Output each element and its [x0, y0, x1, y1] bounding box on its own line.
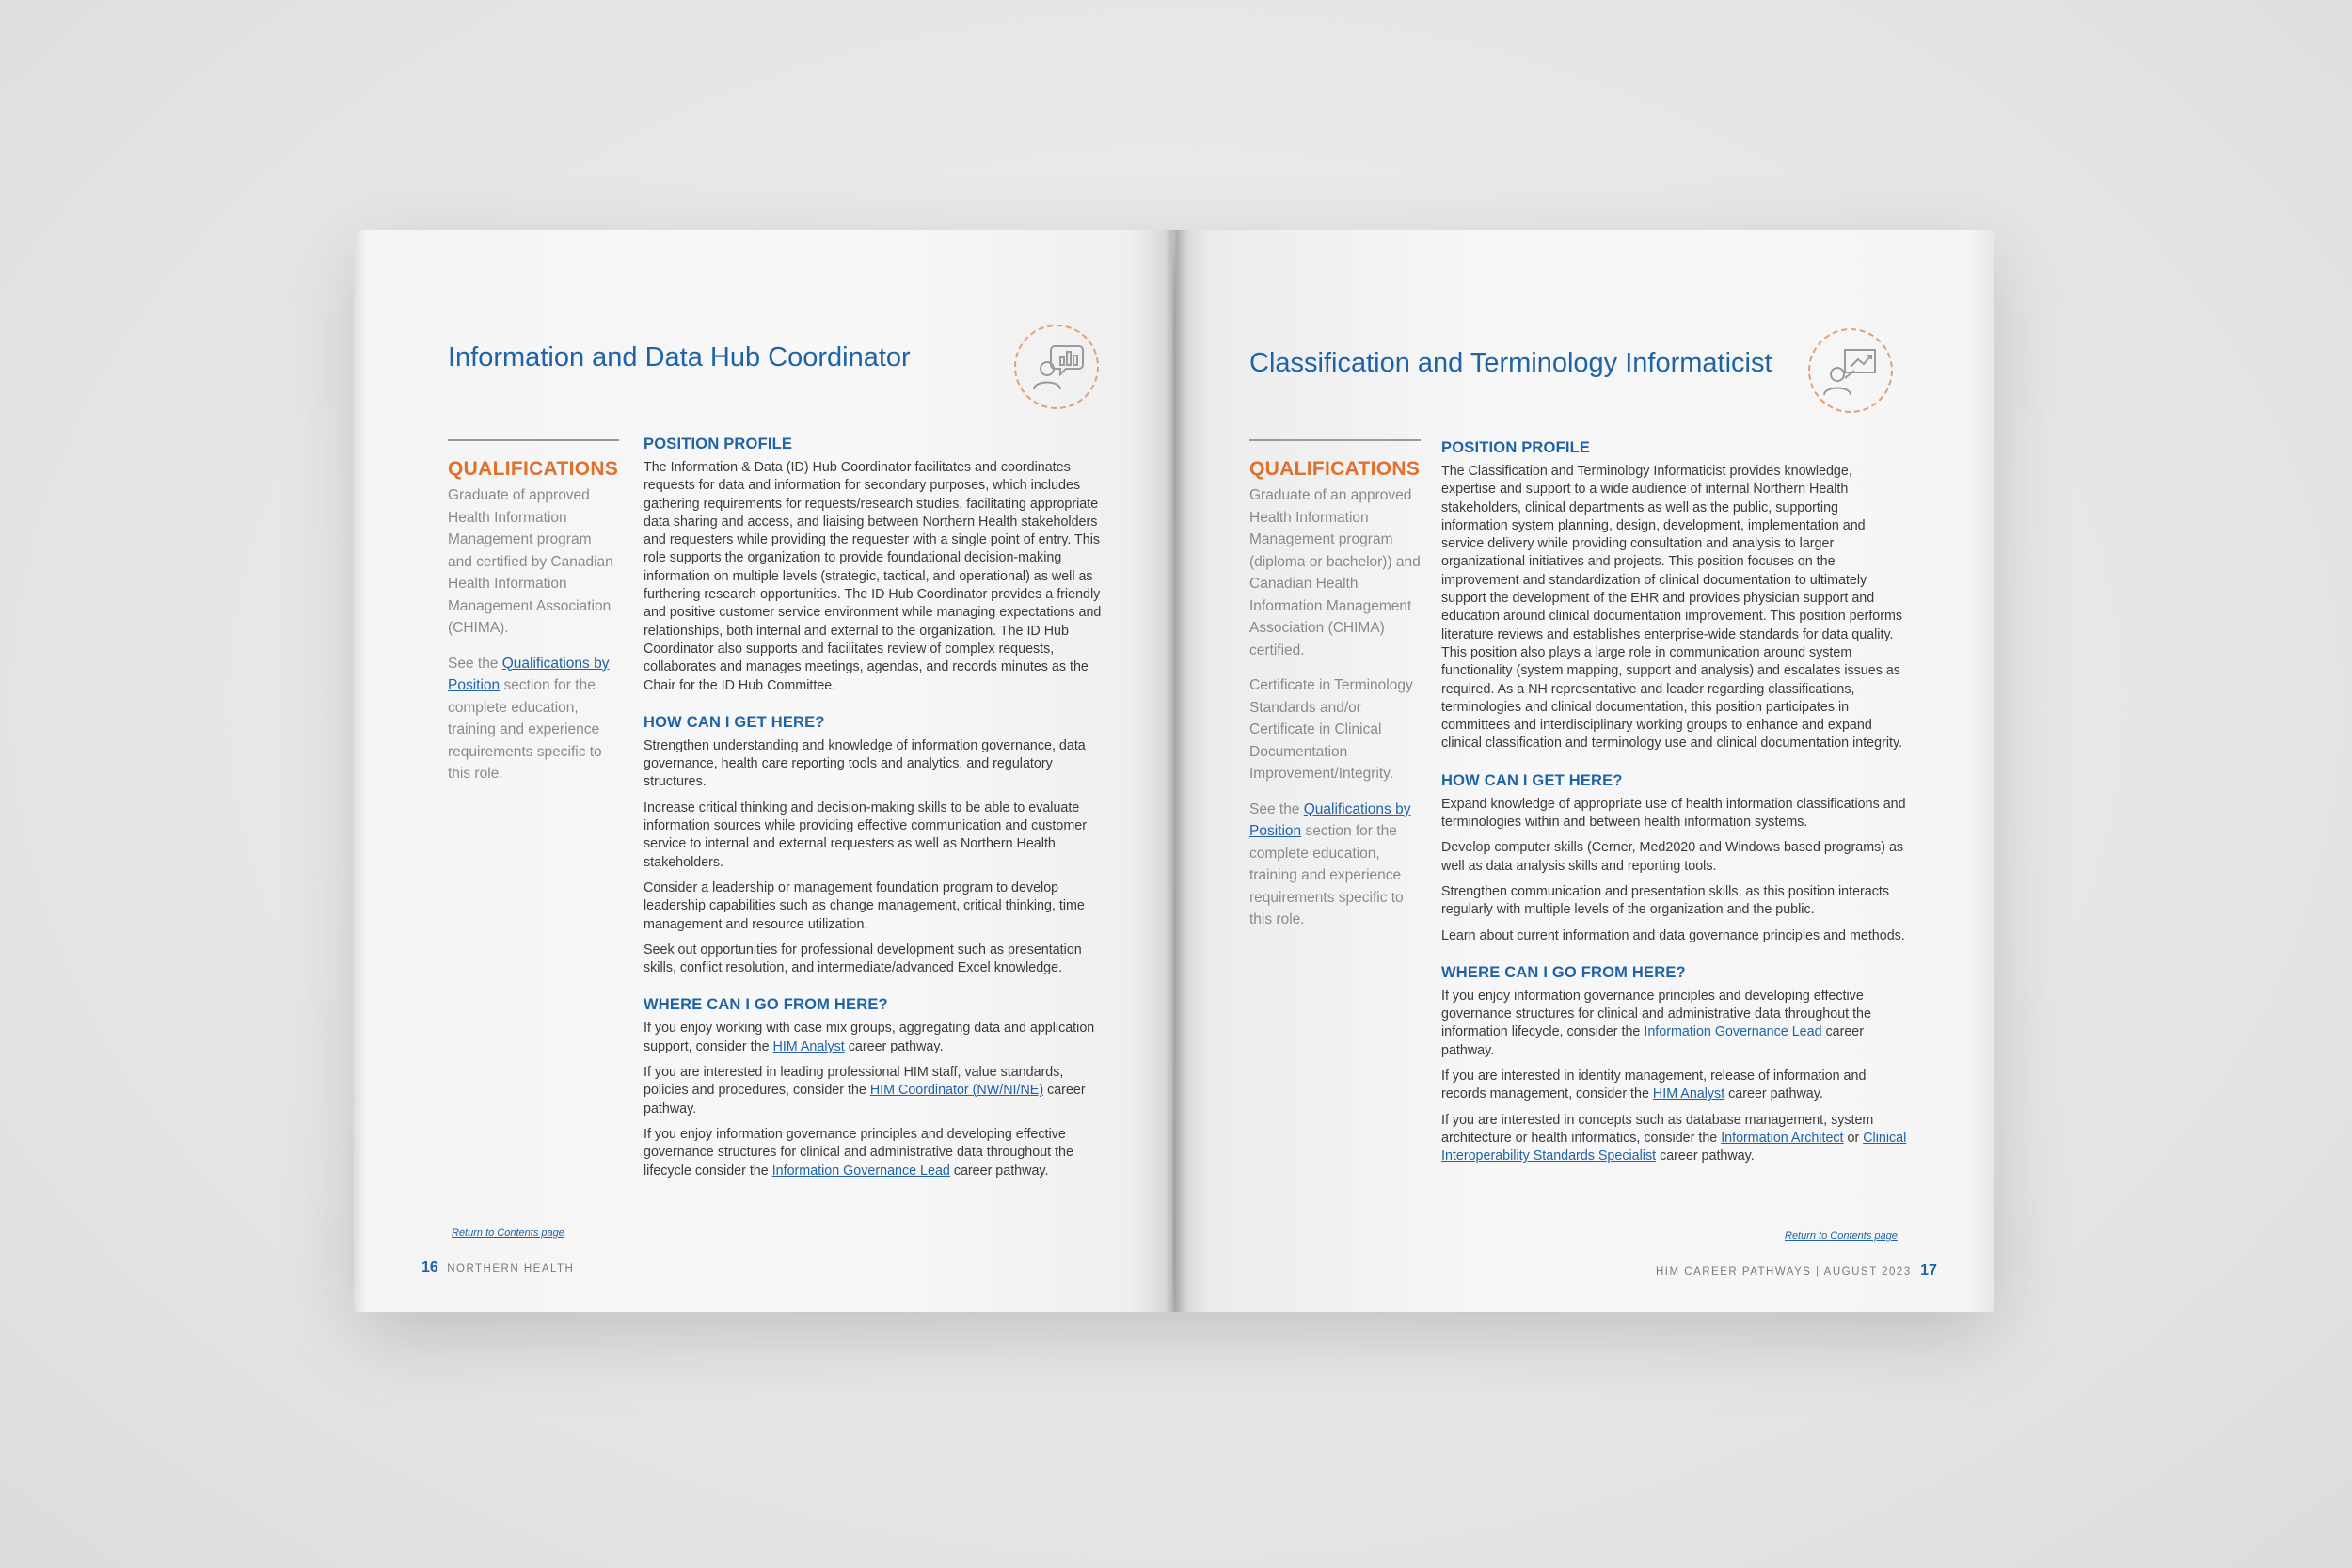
where-go-item [1441, 1068, 1907, 1104]
main-column [1441, 439, 1907, 1174]
information-governance-lead-link[interactable]: Information Governance Lead [1644, 1024, 1822, 1040]
qualifications-by-position-link[interactable]: Qualifications by Position [448, 655, 610, 693]
where-go-item [1441, 1112, 1907, 1166]
qualifications-see-more [448, 653, 619, 785]
how-get-here-item: Increase critical thinking and decision-making skills to be able to evaluate information sources while providing effective communication and customer service to internal and external requesters as well as Northern Health stakeholders. [644, 800, 1087, 870]
qualifications-see-more [1249, 799, 1421, 931]
qualifications-by-position-link[interactable]: Qualifications by Position [1249, 800, 1411, 839]
where-go-text: career pathway. [1441, 1024, 1865, 1058]
see-suffix: section for the complete education, training and experience requirements specific to this role. [1249, 823, 1404, 927]
where-go-item [644, 1064, 1104, 1118]
divider [448, 439, 619, 441]
where-go-text: or [1843, 1130, 1864, 1146]
him-analyst-link[interactable]: HIM Analyst [1652, 1086, 1725, 1102]
how-get-here-item: Strengthen communication and presentation skills, as this position interacts regularly with multiple levels of the organization and the public. [1441, 883, 1890, 918]
page-footer [421, 1259, 574, 1276]
how-get-here-item: Expand knowledge of appropriate use of health information classifications and terminologies within and between health information systems. [1441, 796, 1906, 831]
qualifications-heading: QUALIFICATIONS [1249, 458, 1421, 480]
where-go-text: If you are interested in leading professional HIM staff, value standards, policies and procedures, consider the [644, 1065, 1064, 1099]
qualifications-text: Graduate of approved Health Information Management program and certified by Canadian Health Information Management Association (CHIMA). [448, 487, 613, 636]
see-prefix: See the [448, 655, 502, 672]
person-chart-speech-bubble-icon [1014, 325, 1099, 409]
information-governance-lead-link[interactable]: Information Governance Lead [771, 1163, 950, 1179]
where-go-item [1441, 988, 1907, 1060]
left-page [354, 230, 1172, 1312]
information-architect-link[interactable]: Information Architect [1721, 1130, 1844, 1146]
where-go-text: career pathway. [844, 1038, 944, 1054]
divider [1249, 439, 1421, 441]
him-coordinator-link[interactable]: HIM Coordinator (NW/NI/NE) [869, 1083, 1044, 1099]
where-go-text: If you are interested in concepts such as database management, system architecture or health informatics, consider the [1441, 1112, 1874, 1146]
where-go-text: career pathway. [949, 1163, 1049, 1179]
return-to-contents-link[interactable]: Return to Contents page [1785, 1230, 1898, 1242]
where-go-text: career pathway. [644, 1083, 1086, 1117]
him-analyst-link[interactable]: HIM Analyst [772, 1038, 845, 1054]
page-number: 17 [1920, 1262, 1937, 1278]
where-go-text: If you enjoy working with case mix groups, aggregating data and application support, consider the [644, 1021, 1095, 1054]
right-page [1176, 230, 1994, 1312]
how-get-here-heading: HOW CAN I GET HERE? [1441, 771, 1623, 789]
clinical-interoperability-standards-specialist-link[interactable]: Clinical Interoperability Standards Specialist [1441, 1130, 1907, 1164]
main-column [644, 436, 1104, 1188]
qualifications-heading: QUALIFICATIONS [448, 458, 619, 480]
qualifications-sidebar [448, 439, 619, 799]
position-profile-heading: POSITION PROFILE [644, 436, 793, 452]
how-get-here-item: Learn about current information and data governance principles and methods. [1441, 927, 1905, 943]
where-go-text: If you enjoy information governance principles and developing effective governance structures for clinical and administrative data throughout the information lifecycle, consider the [1441, 988, 1871, 1040]
how-get-here-heading: HOW CAN I GET HERE? [644, 713, 825, 731]
where-go-heading: WHERE CAN I GO FROM HERE? [644, 996, 888, 1014]
page-title: Classification and Terminology Informaticist [1249, 348, 1772, 378]
see-prefix: See the [1249, 800, 1304, 817]
where-go-text: If you are interested in identity management, release of information and records management, consider the [1441, 1069, 1867, 1102]
how-get-here-item: Consider a leadership or management foundation program to develop leadership capabilities such as change management, critical thinking, time management and resource utilization. [644, 879, 1085, 932]
where-go-heading: WHERE CAN I GO FROM HERE? [1441, 963, 1686, 981]
qualifications-text: Certificate in Terminology Standards and/or Certificate in Clinical Documentation Improvement/Integrity. [1249, 677, 1413, 782]
position-profile-text: The Classification and Terminology Informaticist provides knowledge, expertise and support to a wide audience of internal Northern Health stakeholders, clinical departments as well as the public, supporting information system planning, design, development, implementation and service delivery while providing consultation and analysis to larger organizational initiatives and projects. This position focuses on the improvement and standardization of clinical documentation to ultimately support the development of the EHR and provides physician support and education around clinical documentation improvement. This position performs literature reviews and establishes enterprise-wide standards for data quality. This position also plays a large role in communication around system functionality (system mapping, support and analysis) and escalates issues as required. As a NH representative and leader regarding classifications, terminologies and clinical documentation, this position participates in committees and interdisciplinary working groups to enhance and expand clinical classification and terminology use and clinical documentation integrity. [1441, 464, 1903, 752]
qualifications-sidebar [1249, 439, 1421, 944]
footer-text: HIM CAREER PATHWAYS | AUGUST 2023 [1656, 1266, 1912, 1277]
position-profile-heading: POSITION PROFILE [1441, 439, 1591, 456]
footer-text: NORTHERN HEALTH [447, 1263, 575, 1275]
how-get-here-item: Strengthen understanding and knowledge of information governance, data governance, health care reporting tools and analytics, and regulatory structures. [644, 737, 1086, 790]
where-go-item [644, 1126, 1104, 1180]
book-spine [1165, 230, 1187, 1312]
return-to-contents-link[interactable]: Return to Contents page [452, 1227, 564, 1239]
how-get-here-item: Develop computer skills (Cerner, Med2020 and Windows based programs) as well as data analysis skills and reporting tools. [1441, 840, 1904, 874]
how-get-here-item: Seek out opportunities for professional development such as presentation skills, conflict resolution, and intermediate/advanced Excel knowledge. [644, 942, 1082, 976]
where-go-item [644, 1020, 1104, 1056]
where-go-text: career pathway. [1724, 1086, 1823, 1102]
see-suffix: section for the complete education, training and experience requirements specific to this role. [448, 677, 602, 782]
page-number: 16 [421, 1259, 438, 1275]
position-profile-text: The Information & Data (ID) Hub Coordinator facilitates and coordinates requests for data and information for secondary purposes, which includes gathering requirements for requests/research studies, facilitating appropriate data sharing and access, and liaising between Northern Health stakeholders and requesters while providing the requester with a single point of entry. This role supports the organization to provide foundational decision-making information on multiple levels (strategic, tactical, and operational) as well as furthering research opportunities. The ID Hub Coordinator provides a friendly and positive customer service environment while managing expectations and relationships, both internal and external to the organization. The ID Hub Coordinator also supports and facilitates review of complex requests, collaborates and manages meetings, agendas, and records minutes as the Chair for the ID Hub Committee. [644, 460, 1102, 693]
where-go-text: If you enjoy information governance principles and developing effective governance structures for clinical and administrative data throughout the lifecycle consider the [644, 1126, 1073, 1179]
where-go-text: career pathway. [1656, 1148, 1755, 1164]
page-title: Information and Data Hub Coordinator [448, 342, 911, 372]
qualifications-text: Graduate of an approved Health Information Management program (diploma or bachelor)) and Canadian Health Information Management Association (CHIMA) certified. [1249, 487, 1421, 658]
person-presentation-board-icon [1808, 328, 1893, 413]
page-footer [1656, 1262, 1937, 1279]
